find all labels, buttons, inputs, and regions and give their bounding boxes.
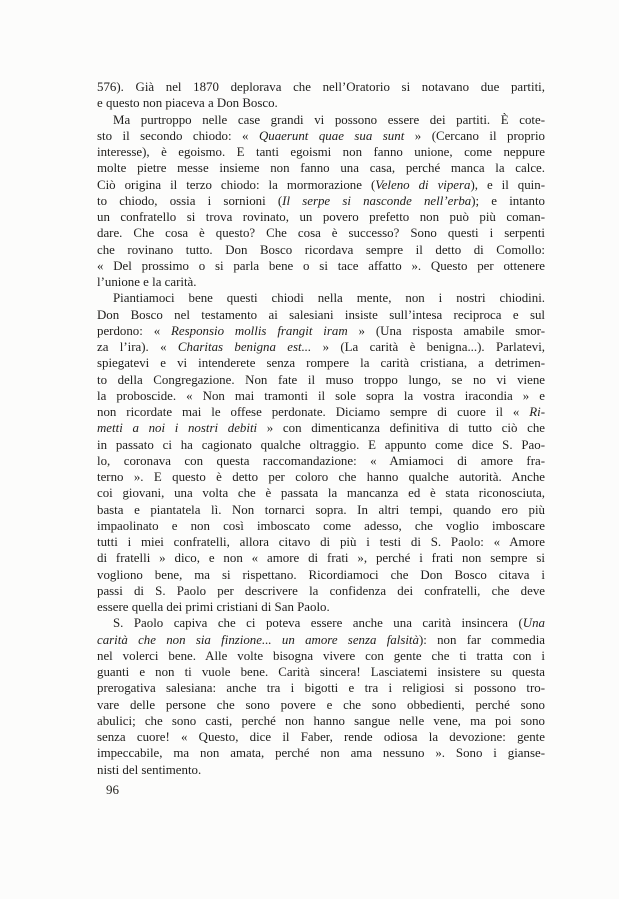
- text-segment: Piantiamoci bene questi chiodi nella mente, non i nostri chiodini.: [113, 291, 545, 306]
- text-segment: ); e intanto: [471, 193, 545, 208]
- text-segment: passi di S. Paolo per descrivere la confidenza dei confratelli, che deve: [97, 583, 545, 598]
- italic-text-segment: Quaerunt quae sua sunt: [258, 128, 405, 143]
- text-line: [97, 632, 545, 648]
- text-line: [97, 112, 545, 128]
- italic-text-segment: Charitas benigna est...: [177, 340, 312, 354]
- text-line: [97, 177, 545, 193]
- text-segment: vogliono bene, ma si rispettano. Ricordiamoci che Don Bosco citava i: [97, 567, 545, 582]
- text-line: [97, 615, 545, 631]
- italic-text-segment: Ri-: [529, 405, 545, 419]
- text-segment: » con dimenticanza definitiva di tutto ciò che: [257, 421, 545, 436]
- text-line: [97, 128, 545, 144]
- text-segment: nisti del sentimento.: [97, 762, 202, 777]
- text-line: [97, 404, 545, 420]
- text-segment: terno ». E questo è detto per coloro che hanno qualche autorità. Anche: [97, 470, 545, 484]
- text-segment: guanti e non ti vuole bene. Carità sincera! Lasciatemi insistere su questa: [97, 665, 545, 679]
- text-line: [97, 680, 545, 696]
- text-line: [97, 453, 545, 469]
- italic-text-segment: Il serpe si nasconde nell’erba: [282, 193, 472, 208]
- text-segment: sto il secondo chiodo: «: [97, 128, 259, 143]
- text-segment: molte pietre messe insieme non fanno una casa, perché manca la calce.: [97, 161, 545, 176]
- page-number: 96: [106, 782, 119, 797]
- text-line: [97, 502, 545, 518]
- text-segment: S. Paolo capiva che ci poteva essere anche una carità insincera (: [113, 616, 523, 631]
- text-segment: spiegatevi e vi intenderete senza rompere la carità cristiana, a detrimen-: [97, 356, 545, 371]
- text-line: [97, 745, 545, 761]
- text-line: [97, 144, 545, 160]
- text-segment: to della Congregazione. Non fate il muso troppo lungo, se no vi viene: [97, 372, 545, 387]
- text-segment: » (Cercano il proprio: [404, 128, 545, 143]
- text-line: [97, 697, 545, 713]
- text-line: [97, 323, 545, 339]
- text-line: [97, 274, 545, 290]
- text-segment: essere quella dei primi cristiani di San Paolo.: [97, 600, 330, 614]
- text-segment: prerogativa salesiana: anche tra i bigotti e tra i religiosi si possono tro-: [97, 681, 545, 696]
- text-segment: non ricordate mai le offese perdonate. Diciamo sempre di cuore il «: [97, 405, 530, 419]
- text-segment: » (Una risposta amabile smor-: [347, 323, 545, 338]
- text-line: [97, 258, 545, 274]
- text-segment: impaolinato e non così imboscato come adesso, che voglio imboscare: [97, 518, 545, 533]
- text-line: [97, 469, 545, 485]
- text-line: [97, 388, 545, 404]
- text-segment: che rovinano tutto. Don Bosco ricordava sempre il detto di Comollo:: [97, 242, 545, 257]
- text-segment: lo, coronava con questa raccomandazione: « Amiamoci di amore fra-: [97, 453, 545, 468]
- text-line: [97, 307, 545, 323]
- text-line: [97, 242, 545, 258]
- text-segment: interesse), è egoismo. E tanti egoismi non fanno unione, come neppure: [97, 145, 545, 159]
- text-segment: to chiodo, ossia i sornioni (: [97, 193, 283, 208]
- text-segment: 576). Già nel 1870 deplorava che nell’Oratorio si notavano due partiti,: [97, 80, 545, 94]
- text-line: [97, 583, 545, 599]
- text-segment: « Del prossimo o si parla bene o si tace affatto ». Questo per ottenere: [97, 258, 545, 273]
- text-line: [97, 372, 545, 388]
- text-line: [97, 664, 545, 680]
- text-segment: vare delle persone che sono povere e che sono obbedienti, perché sono: [97, 697, 545, 712]
- text-segment: in passato ci ha cagionato qualche oltraggio. E appunto come dice S. Pao-: [97, 437, 545, 452]
- text-line: [97, 648, 545, 664]
- italic-text-segment: Una: [522, 616, 545, 631]
- text-segment: ), e il quin-: [470, 177, 545, 192]
- text-segment: la proboscide. « Non mai tramonti il sole sopra la vostra iracondia » e: [97, 388, 545, 403]
- text-segment: za l’ira). «: [97, 340, 178, 354]
- text-segment: dare. Che cosa è questo? Che cosa è successo? Sono questi i serpenti: [97, 226, 545, 241]
- text-line: [97, 518, 545, 534]
- text-segment: basta e piantatela lì. Non tornarci sopra. In altri tempi, quando ero più: [97, 502, 545, 517]
- text-line: [97, 339, 545, 355]
- text-line: [97, 79, 545, 95]
- text-segment: perdono: «: [97, 323, 172, 338]
- text-line: [97, 160, 545, 176]
- text-line: [97, 420, 545, 436]
- text-line: [97, 193, 545, 209]
- text-segment: Don Bosco nel testamento ai salesiani insiste sull’intesa reciproca e sul: [97, 307, 545, 322]
- italic-text-segment: metti a noi i nostri debiti: [97, 421, 258, 436]
- text-line: [97, 713, 545, 729]
- paragraph: [97, 79, 545, 112]
- text-segment: ): non far commedia: [418, 632, 545, 647]
- text-line: [97, 209, 545, 225]
- text-segment: Ma purtroppo nelle case grandi vi possono essere dei partiti. È cote-: [113, 112, 545, 127]
- text-line: [97, 225, 545, 241]
- text-line: [97, 567, 545, 583]
- paragraph: [97, 290, 545, 615]
- text-segment: coi giovani, una volta che è passata la mancanza ed è stata riconosciuta,: [97, 486, 545, 501]
- text-line: [97, 550, 545, 566]
- text-segment: un confratello si trova rovinato, un povero prefetto non può più coman-: [97, 210, 545, 224]
- paragraph: [97, 615, 545, 778]
- text-segment: » (La carità è benigna...). Parlatevi,: [311, 340, 545, 354]
- italic-text-segment: Veleno di vipera: [375, 177, 471, 192]
- text-segment: tutti i miei confratelli, allora citavo di più i testi di S. Paolo: « Amore: [97, 535, 545, 549]
- italic-text-segment: carità che non sia finzione... un amore senza falsità: [97, 632, 419, 647]
- text-line: [97, 762, 545, 778]
- text-segment: e questo non piaceva a Don Bosco.: [97, 96, 278, 111]
- text-line: [97, 290, 545, 306]
- text-segment: nel volerci bene. Alle volte bisogna vivere con gente che ti tratta con i: [97, 648, 545, 663]
- text-line: [97, 95, 545, 111]
- text-line: [97, 437, 545, 453]
- text-line: [97, 729, 545, 745]
- paragraph: [97, 112, 545, 291]
- text-segment: abulici; che sono casti, perché non hanno sangue nelle vene, ma poi sono: [97, 713, 545, 728]
- text-segment: impeccabile, ma non amata, perché non ama nessuno ». Sono i gianse-: [97, 746, 545, 761]
- text-line: [97, 355, 545, 371]
- text-segment: Ciò origina il terzo chiodo: la mormorazione (: [97, 177, 376, 192]
- text-segment: senza cuore! « Questo, dice il Faber, rende odiosa la devozione: gente: [97, 730, 545, 744]
- text-segment: l’unione e la carità.: [97, 275, 197, 289]
- text-segment: di fratelli » dico, e non « amore di frati », perché i frati non sempre si: [97, 551, 545, 566]
- italic-text-segment: Responsio mollis frangit iram: [171, 323, 348, 338]
- text-block: [97, 79, 545, 778]
- text-line: [97, 599, 545, 615]
- text-line: [97, 534, 545, 550]
- text-line: [97, 485, 545, 501]
